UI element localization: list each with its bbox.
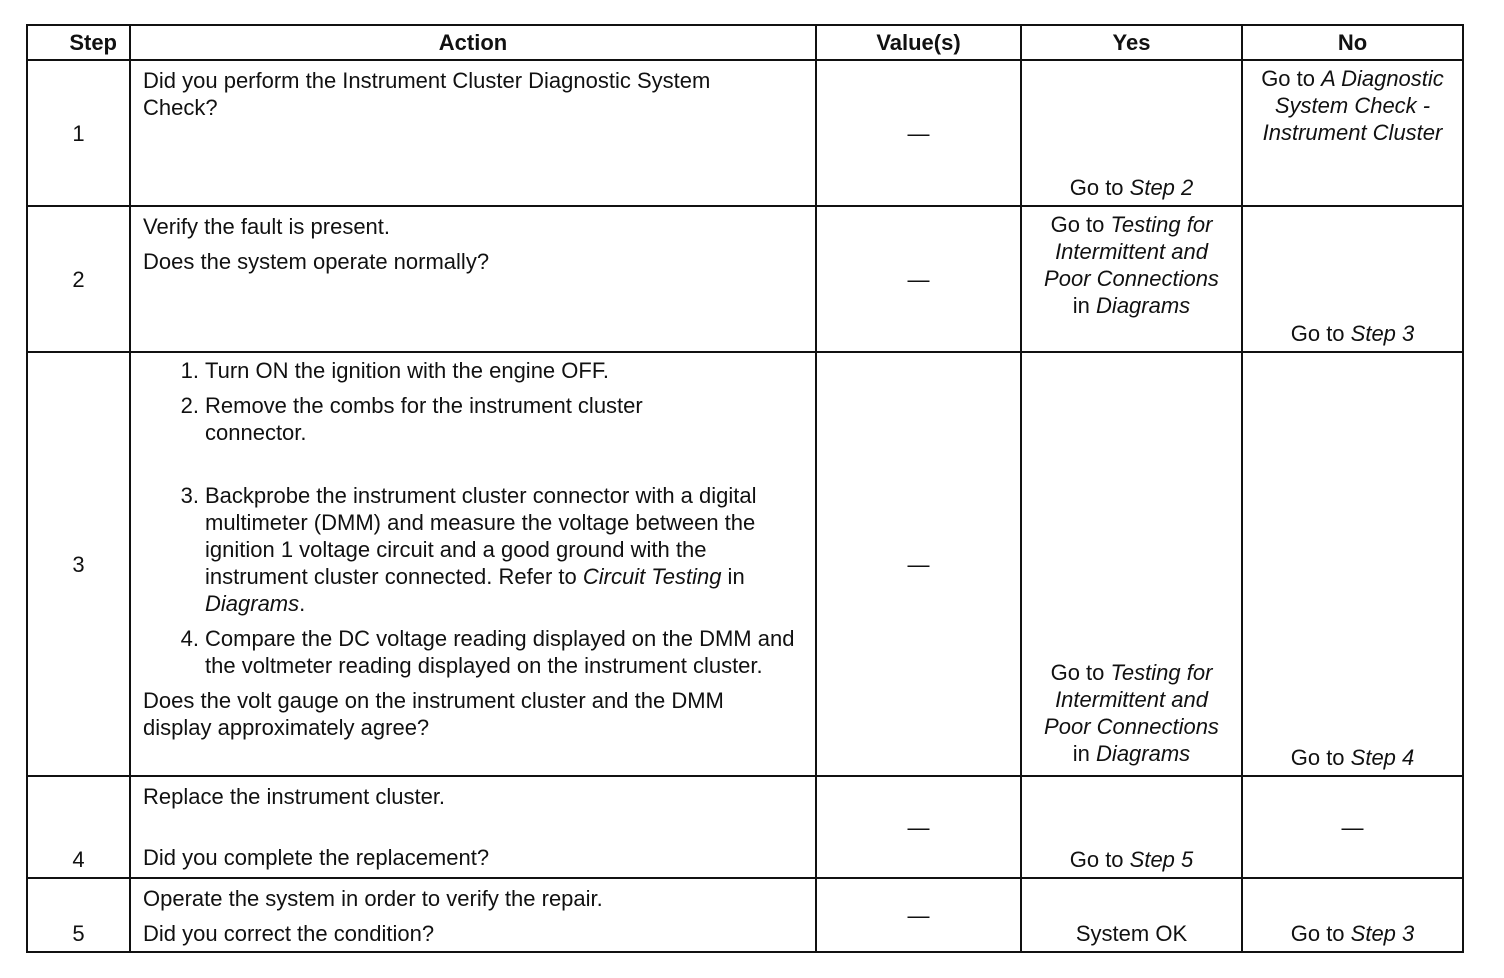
no-cell: — xyxy=(1242,776,1463,878)
no-link-text: A Diagnostic System Check - Instrument Cluster xyxy=(1262,66,1444,145)
value-cell: — xyxy=(816,60,1021,206)
action-cell xyxy=(130,60,816,206)
header-action: Action xyxy=(130,25,816,60)
no-cell xyxy=(1242,878,1463,952)
yes-text: Go to Step 2 xyxy=(1069,175,1194,200)
action-steps xyxy=(143,357,805,679)
no-text: Go to Step 4 xyxy=(1290,745,1415,770)
yes-text: Go to Testing for Intermittent and Poor Connections in Diagrams xyxy=(1044,212,1219,318)
table-row xyxy=(27,206,1463,352)
action-cell xyxy=(130,206,816,352)
no-text: Go to Step 3 xyxy=(1290,321,1415,346)
action-question: Does the system operate normally? xyxy=(143,249,490,274)
action-question: Does the volt gauge on the instrument cluster and the DMM display approximately agree? xyxy=(143,688,724,740)
header-row xyxy=(27,25,1463,60)
table-row xyxy=(27,878,1463,952)
list-item: 3. Backprobe the instrument cluster connector with a digital multimeter (DMM) and measure the voltage between the ignition 1 voltage circuit and a good ground with the instrument cluster connected. Refer to Circuit Testing in Diagrams. xyxy=(180,483,757,616)
yes-cell xyxy=(1021,878,1242,952)
list-item: 4. Compare the DC voltage reading displayed on the DMM and the voltmeter reading displayed on the instrument cluster. xyxy=(180,626,795,678)
list-item: 2. Remove the combs for the instrument cluster connector. xyxy=(180,393,643,445)
action-instruction: Operate the system in order to verify the repair. xyxy=(143,886,603,911)
action-cell xyxy=(130,776,816,878)
action-question: Did you perform the Instrument Cluster Diagnostic System Check? xyxy=(143,68,711,120)
no-text: Go to Step 3 xyxy=(1290,921,1415,946)
yes-cell xyxy=(1021,352,1242,776)
yes-cell xyxy=(1021,206,1242,352)
no-cell xyxy=(1242,352,1463,776)
action-instruction: Verify the fault is present. xyxy=(143,214,391,239)
yes-text: Go to Step 5 xyxy=(1069,847,1194,872)
yes-cell xyxy=(1021,776,1242,878)
yes-link-text: Step 2 xyxy=(1129,175,1194,200)
header-no: No xyxy=(1242,25,1463,60)
step-number: 3 xyxy=(27,352,130,776)
value-cell: — xyxy=(816,352,1021,776)
yes-text: System OK xyxy=(1075,921,1188,946)
value-cell: — xyxy=(816,206,1021,352)
header-values: Value(s) xyxy=(816,25,1021,60)
action-cell xyxy=(130,352,816,776)
step-number: 4 xyxy=(27,776,130,878)
action-question: Did you correct the condition? xyxy=(143,921,435,946)
yes-text: Go to Testing for Intermittent and Poor Connections in Diagrams xyxy=(1044,660,1219,766)
table-row xyxy=(27,60,1463,206)
no-text: Go to A Diagnostic System Check - Instrument Cluster xyxy=(1261,66,1444,145)
step-number: 2 xyxy=(27,206,130,352)
value-cell: — xyxy=(816,776,1021,878)
no-cell xyxy=(1242,206,1463,352)
no-cell xyxy=(1242,60,1463,206)
action-instruction: Replace the instrument cluster. xyxy=(143,784,446,809)
yes-cell xyxy=(1021,60,1242,206)
list-item: 1. Turn ON the ignition with the engine OFF. xyxy=(180,358,609,383)
step-number: 5 xyxy=(27,878,130,952)
step-number: 1 xyxy=(27,60,130,206)
action-question: Did you complete the replacement? xyxy=(143,845,490,870)
table-row xyxy=(27,352,1463,776)
action-cell xyxy=(130,878,816,952)
diagnostic-table xyxy=(26,24,1464,953)
value-cell: — xyxy=(816,878,1021,952)
header-step: Step xyxy=(27,25,130,60)
table-row xyxy=(27,776,1463,878)
header-yes: Yes xyxy=(1021,25,1242,60)
